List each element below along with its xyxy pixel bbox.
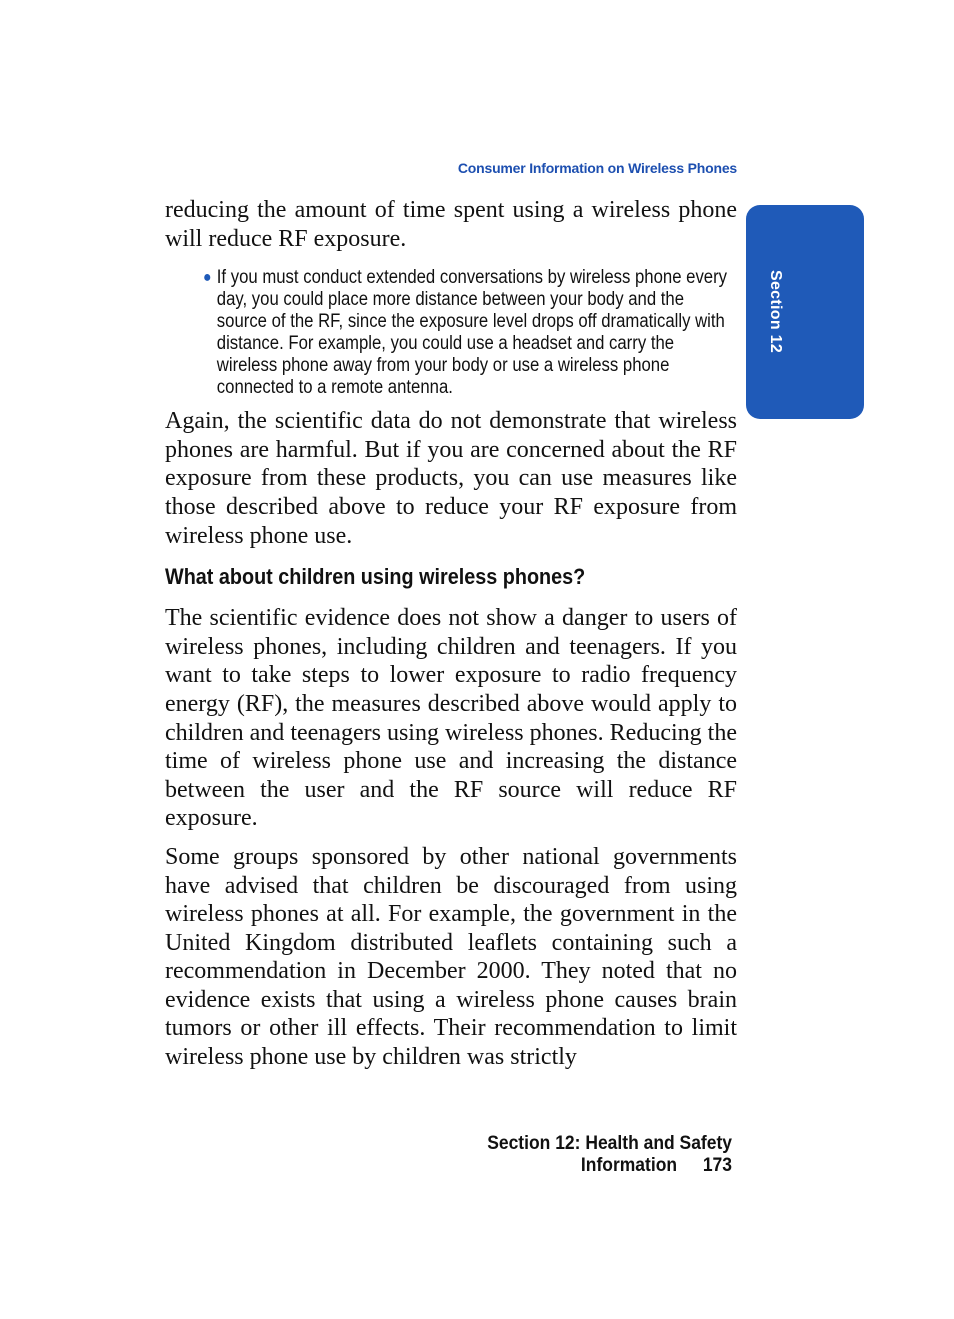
running-header: Consumer Information on Wireless Phones [457, 160, 737, 176]
body-paragraph-1: reducing the amount of time spent using a wireless phone will reduce RF exposure. [165, 197, 737, 252]
bullet-item [203, 267, 731, 399]
body-paragraph-3: The scientific evidence does not show a danger to users of wireless phones, including children and teenagers. If you want to take steps to lower exposure to radio frequency energy (RF), the measures described above would apply to children and teenagers using wireless phones. Reducing the time of wireless phone use and increasing the distance between the user and the RF source will reduce RF exposure. [165, 605, 737, 832]
body-paragraph-4: Some groups sponsored by other national governments have advised that children be discouraged from using wireless phones at all. For example, the government in the United Kingdom distributed leaflets containing such a recommendation in December 2000. They noted that no evidence exists that using a wireless phone causes brain tumors or other ill effects. Their recommendation to limit wireless phone use by children was strictly [165, 843, 737, 1071]
page-content [165, 196, 737, 1082]
section-heading: What about children using wireless phones? [165, 564, 586, 590]
section-tab [746, 205, 864, 419]
page-number: 173 [702, 1155, 732, 1176]
bullet-dot-icon: ● [203, 269, 212, 287]
footer-section-title: Section 12: Health and Safety Information [487, 1133, 732, 1176]
bullet-text: If you must conduct extended conversations by wireless phone every day, you could place more distance between your body and the source of the RF, since the exposure level drops off dramatically with distance. For example, you could use a headset and carry the wireless phone away from your body or use a wireless phone connected to a remote antenna. [216, 267, 728, 399]
body-paragraph-2: Again, the scientific data do not demonstrate that wireless phones are harmful. But if you are concerned about the RF exposure from these products, you can use measures like those described above to reduce your RF exposure from wireless phone use. [165, 408, 737, 549]
page-footer [335, 1133, 732, 1177]
section-tab-label: Section 12 [767, 270, 784, 354]
